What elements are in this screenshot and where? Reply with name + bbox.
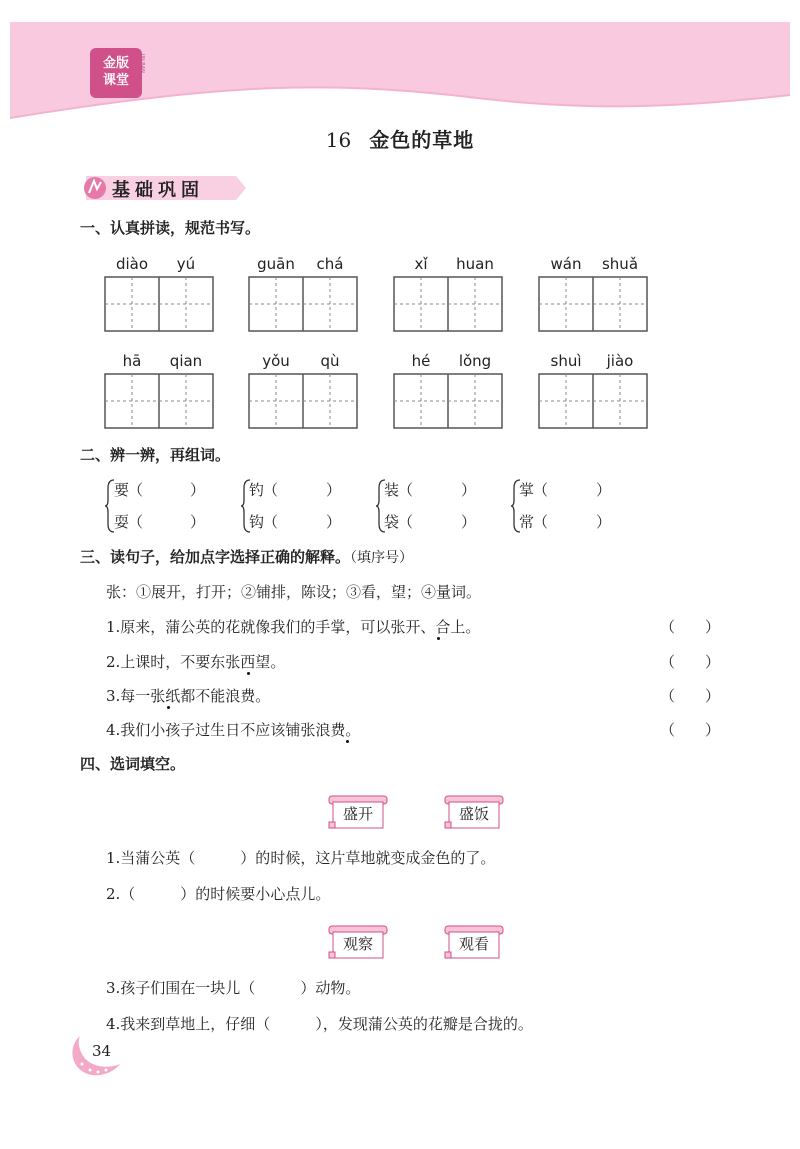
emphasis-dot [247, 672, 250, 675]
char-item: 袋 [384, 513, 400, 531]
char-item: 装 [384, 481, 400, 499]
sentence: 4.我来到草地上，仔细（ ），发现蒲公英的花瓣是合拢的。 [106, 1015, 533, 1033]
paren-open: （ [398, 481, 414, 499]
pinyin-label: hā [122, 352, 142, 370]
answer-blank[interactable]: （ ） [660, 653, 721, 671]
page-number: 34 [92, 1042, 112, 1060]
definition-text: 张：①展开，打开；②铺排，陈设；③看，望；④量词。 [106, 583, 482, 601]
char-item: 掌 [519, 481, 535, 499]
logo-line-1: 金版 [102, 56, 129, 71]
writing-grid[interactable] [248, 276, 358, 332]
paren-close: ） [596, 513, 612, 531]
char-item: 钩 [249, 513, 265, 531]
paren-open: （ [263, 513, 279, 531]
pinyin-label: xǐ [414, 255, 428, 273]
q1-heading: 一、认真拼读，规范书写。 [80, 219, 261, 237]
writing-grid[interactable] [538, 373, 648, 429]
paren-open: （ [263, 481, 279, 499]
emphasis-dot [437, 637, 440, 640]
char-item: 耍 [114, 513, 130, 531]
pinyin-label: huan [456, 255, 494, 273]
pinyin-label: shuì [550, 352, 582, 370]
paren-close: ） [326, 513, 342, 531]
logo-subtext: JIN BAN [139, 54, 145, 73]
writing-grid[interactable] [393, 276, 503, 332]
pinyin-label: hé [411, 352, 431, 370]
paren-open: （ [128, 481, 144, 499]
page-title [0, 124, 800, 153]
paren-close: ） [596, 481, 612, 499]
section-title: 基础巩固 [112, 180, 204, 201]
writing-grid[interactable] [104, 373, 214, 429]
paren-open: （ [398, 513, 414, 531]
pinyin-label: chá [316, 255, 344, 273]
q3-heading [80, 546, 413, 567]
lesson-title: 金色的草地 [369, 128, 475, 152]
pinyin-label: yǒu [262, 352, 290, 370]
pinyin-label: yú [176, 255, 196, 273]
paren-open: （ [533, 513, 549, 531]
char-item: 常 [519, 513, 535, 531]
sentence: 3.孩子们围在一块儿（ ）动物。 [106, 979, 361, 997]
word-option: 盛开 [342, 805, 373, 823]
sentence: 1.原来，蒲公英的花就像我们的手掌，可以张开、合上。 [106, 618, 481, 636]
sentence: 1.当蒲公英（ ）的时候，这片草地就变成金色的了。 [106, 849, 496, 867]
paren-close: ） [461, 513, 477, 531]
paren-open: （ [128, 513, 144, 531]
answer-blank[interactable]: （ ） [660, 721, 721, 739]
q4-heading: 四、选词填空。 [80, 755, 186, 773]
sentence: 2.上课时，不要东张西望。 [106, 653, 286, 671]
word-option: 盛饭 [458, 805, 489, 823]
writing-grid[interactable] [538, 276, 648, 332]
answer-blank[interactable]: （ ） [660, 687, 721, 705]
pinyin-label: guān [257, 255, 295, 273]
emphasis-dot [346, 740, 349, 743]
q3-heading-text: 三、读句子，给加点字选择正确的解释。 [80, 548, 351, 566]
word-option: 观察 [342, 935, 373, 953]
paren-close: ） [190, 481, 206, 499]
sentence: 3.每一张纸都不能浪费。 [106, 687, 271, 705]
lesson-number: 16 [325, 128, 352, 152]
paren-close: ） [461, 481, 477, 499]
answer-blank[interactable]: （ ） [660, 618, 721, 636]
paren-close: ） [326, 481, 342, 499]
q3-heading-note: （填序号） [350, 550, 414, 566]
pinyin-label: qian [169, 352, 203, 370]
emphasis-dot [167, 706, 170, 709]
writing-grid[interactable] [104, 276, 214, 332]
pinyin-label: qù [320, 352, 340, 370]
word-option: 观看 [458, 935, 489, 953]
q2-heading: 二、辨一辨，再组词。 [80, 446, 231, 464]
char-item: 要 [114, 481, 130, 499]
pinyin-label: wán [550, 255, 582, 273]
paren-close: ） [190, 513, 206, 531]
pinyin-label: diào [115, 255, 149, 273]
logo-line-2: 课堂 [102, 73, 129, 88]
writing-grid[interactable] [248, 373, 358, 429]
pinyin-label: jiào [606, 352, 634, 370]
pinyin-label: shuǎ [601, 255, 639, 273]
pinyin-label: lǒng [458, 352, 492, 370]
sentence: 2.（ ）的时候要小心点儿。 [106, 885, 331, 903]
sentence: 4.我们小孩子过生日不应该铺张浪费。 [106, 721, 361, 739]
char-item: 钓 [249, 481, 265, 499]
writing-grid[interactable] [393, 373, 503, 429]
brand-logo [90, 48, 142, 98]
paren-open: （ [533, 481, 549, 499]
